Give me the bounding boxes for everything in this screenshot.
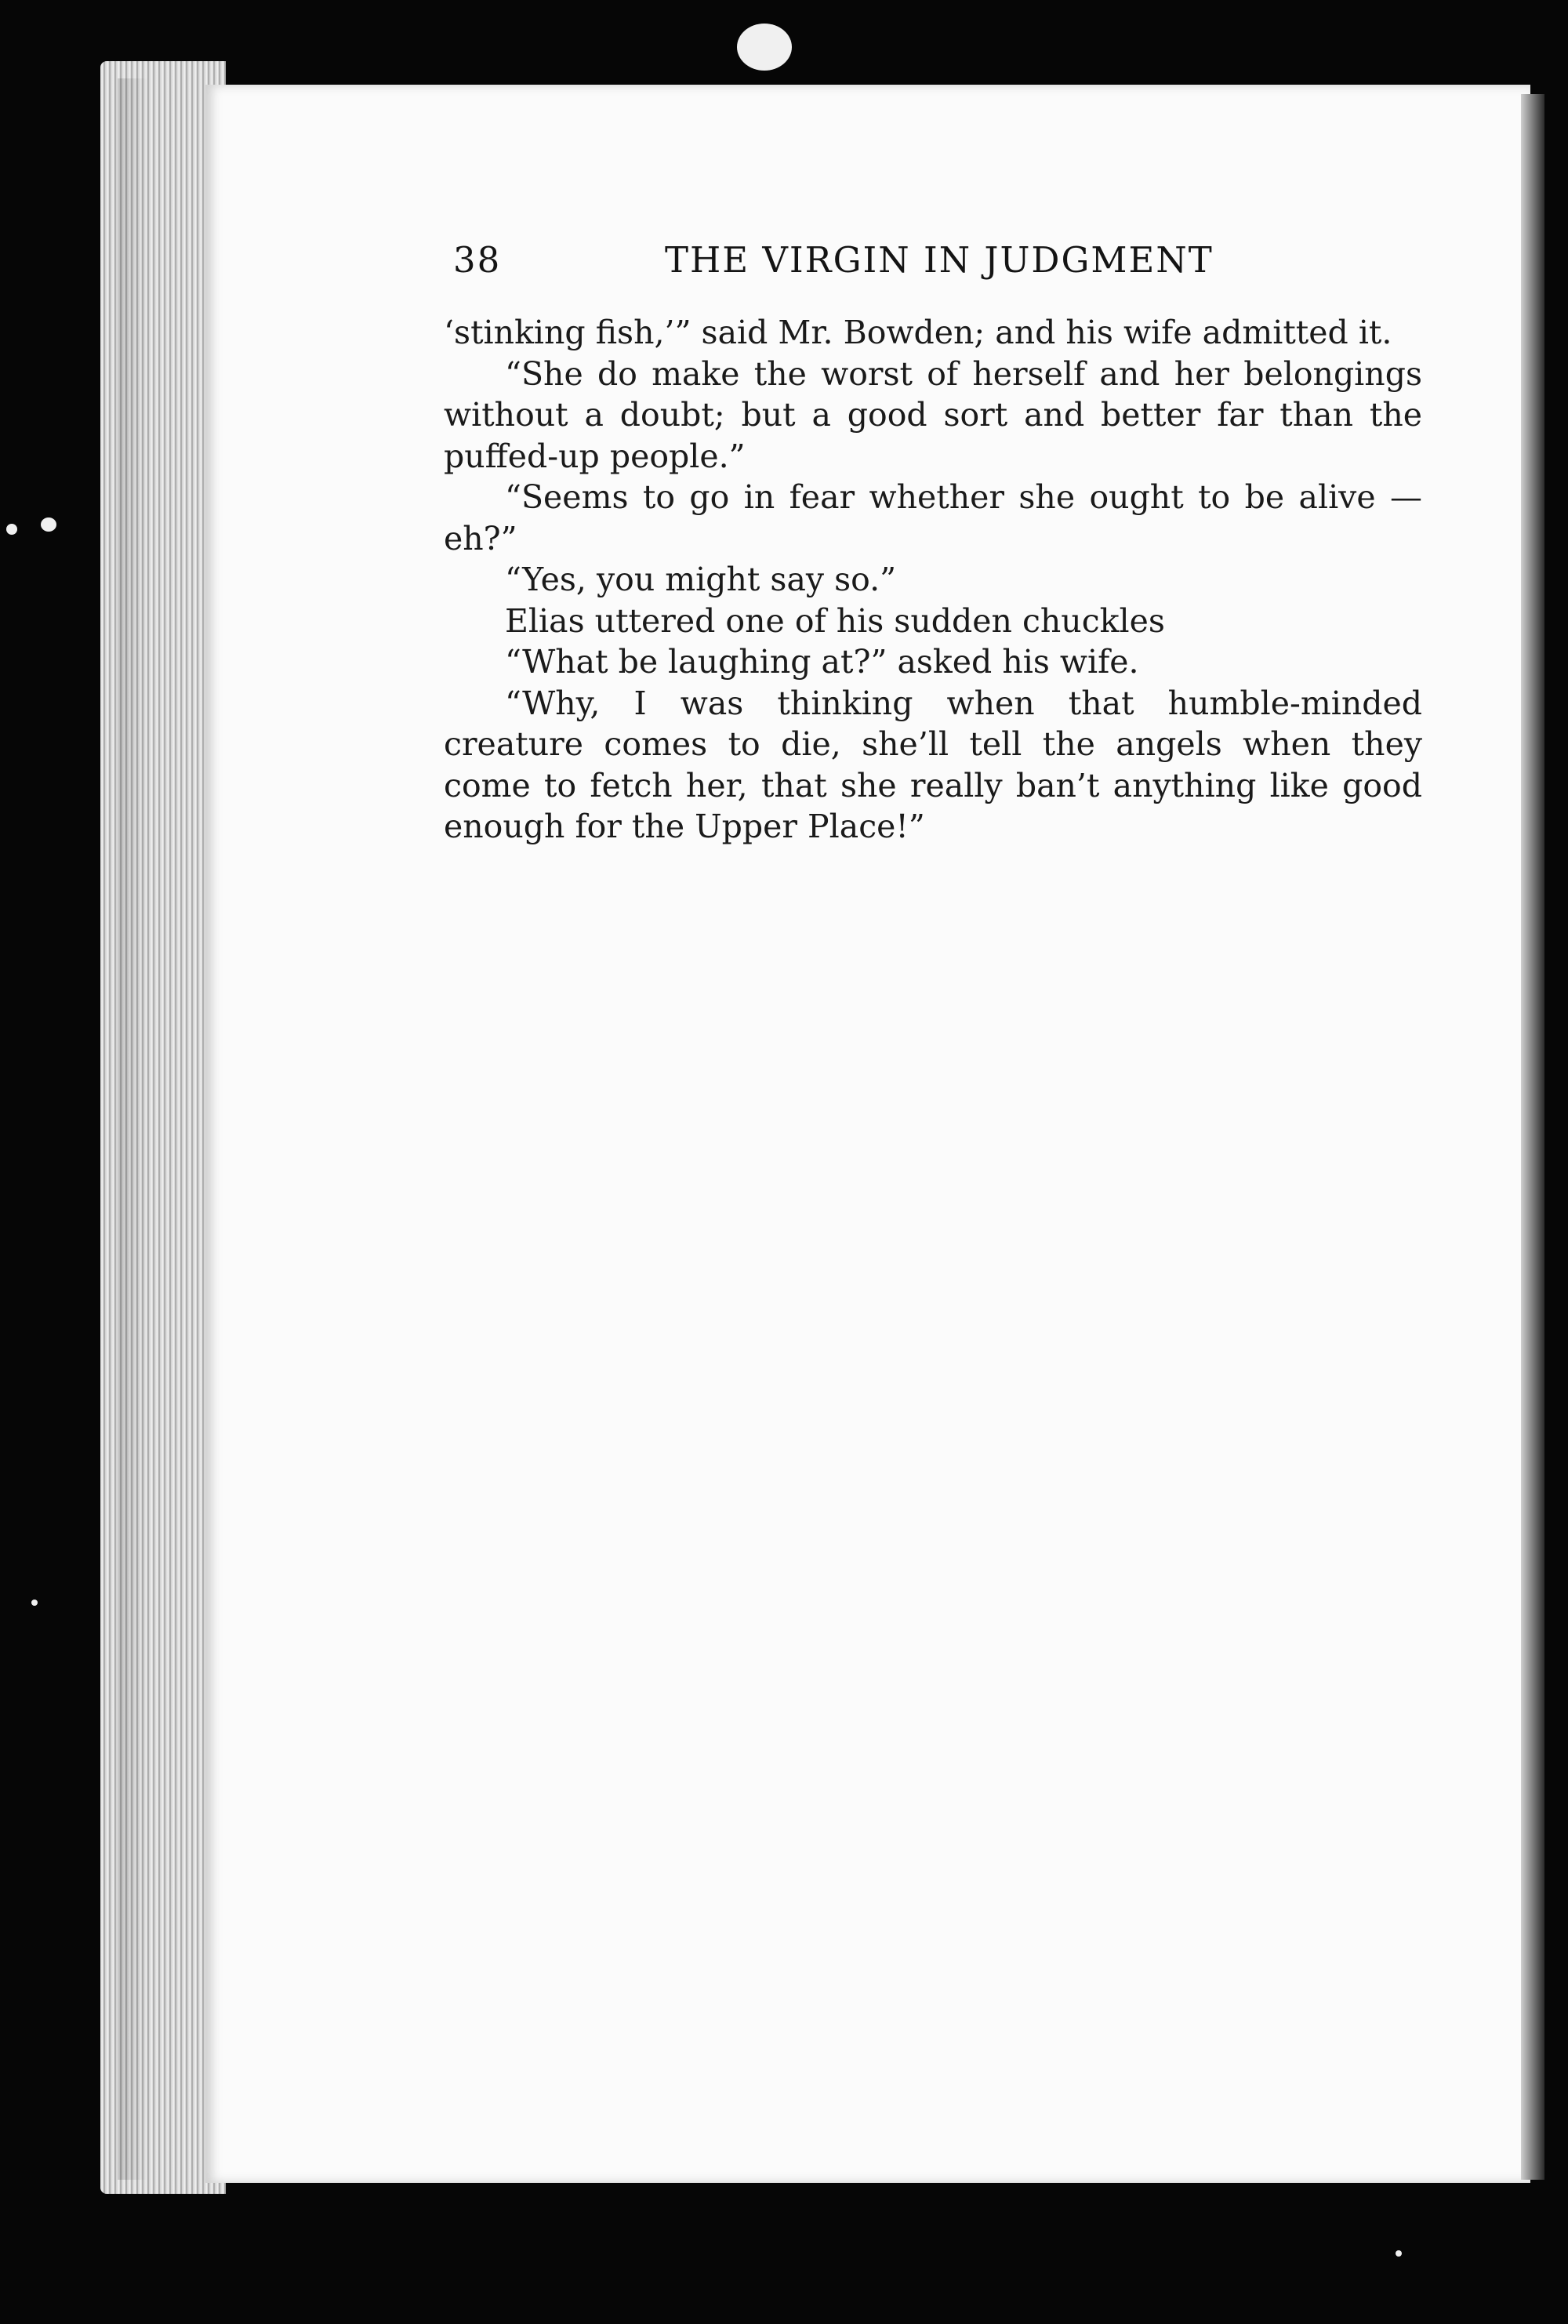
body-text (444, 312, 1422, 848)
running-title: THE VIRGIN IN JUDGMENT (665, 239, 1214, 281)
paragraph: “She do make the worst of herself and her belongings without a doubt; but a good sort and better far than the puffed-up people.” (444, 354, 1422, 475)
paragraph: “Why, I was thinking when that humble-minded creature comes to die, she’ll tell the angels when they come to fetch her, that she really ban’t anything like good enough for the Upper Place!” (444, 684, 1422, 845)
paragraph: Elias uttered one of his sudden chuckles (505, 601, 1165, 640)
paragraph: ‘stinking fish,’” said Mr. Bowden; and his wife admitted it. (444, 314, 1392, 351)
dust-speck (31, 1600, 38, 1606)
dust-speck (6, 524, 17, 535)
dust-speck (41, 517, 56, 532)
page-edge-shadow (118, 78, 149, 2180)
page-right-edge (1521, 94, 1544, 2180)
dust-speck (1396, 2250, 1402, 2257)
dust-speck (737, 24, 792, 71)
paragraph: “What be laughing at?” asked his wife. (505, 643, 1139, 681)
paragraph: “Seems to go in fear whether she ought to be alive —eh?” (444, 478, 1422, 557)
paragraph: “Yes, you might say so.” (505, 561, 897, 598)
page-number: 38 (453, 239, 502, 281)
